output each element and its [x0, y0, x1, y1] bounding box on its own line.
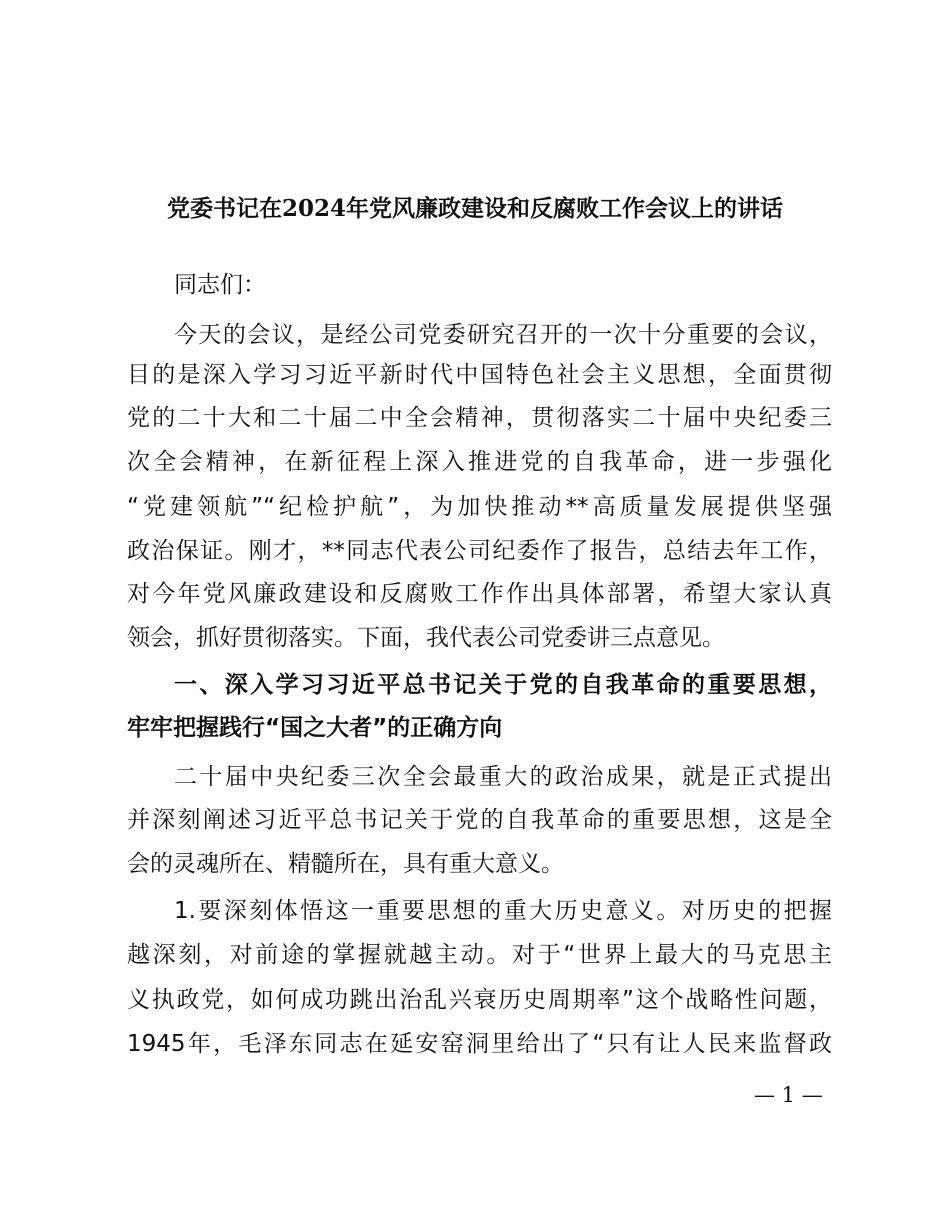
body-line: 越深刻，对前途的掌握就越主动。对于“世界上最大的马克思主 — [127, 942, 832, 968]
body-line: 次全会精神，在新征程上深入推进党的自我革命，进一步强化 — [127, 449, 832, 475]
body-line: 会的灵魂所在、精髓所在，具有重大意义。 — [127, 851, 564, 877]
page-title: 党委书记在2024年党风廉政建设和反腐败工作会议上的讲话 — [166, 195, 783, 222]
salutation: 同志们： — [174, 272, 266, 298]
body-line: 领会，抓好贯彻落实。下面，我代表公司党委讲三点意见。 — [127, 625, 725, 651]
section-heading: 牢牢把握践行“国之大者”的正确方向 — [127, 715, 503, 741]
body-line: 1945年，毛泽东同志在延安窑洞里给出了“只有让人民来监督政 — [127, 1031, 832, 1057]
page-number: — 1 — — [754, 1083, 823, 1107]
body-line: 二十届中央纪委三次全会最重大的政治成果，就是正式提出 — [174, 764, 832, 790]
body-line: 党的二十大和二十届二中全会精神，贯彻落实二十届中央纪委三 — [127, 405, 832, 431]
section-heading: 一、深入学习习近平总书记关于党的自我革命的重要思想， — [174, 672, 832, 698]
body-line: 政治保证。刚才，**同志代表公司纪委作了报告，总结去年工作， — [127, 538, 832, 564]
body-line: 目的是深入学习习近平新时代中国特色社会主义思想，全面贯彻 — [127, 362, 832, 388]
body-line: 义执政党，如何成功跳出治乱兴衰历史周期率”这个战略性问题， — [127, 987, 832, 1013]
body-line: “党建领航”“纪检护航”，为加快推动**高质量发展提供坚强 — [127, 494, 832, 520]
body-line: 对今年党风廉政建设和反腐败工作作出具体部署，希望大家认真 — [127, 581, 832, 607]
body-line: 1.要深刻体悟这一重要思想的重大历史意义。对历史的把握 — [174, 898, 832, 924]
body-line: 并深刻阐述习近平总书记关于党的自我革命的重要思想，这是全 — [127, 807, 832, 833]
body-line: 今天的会议，是经公司党委研究召开的一次十分重要的会议， — [174, 322, 832, 348]
